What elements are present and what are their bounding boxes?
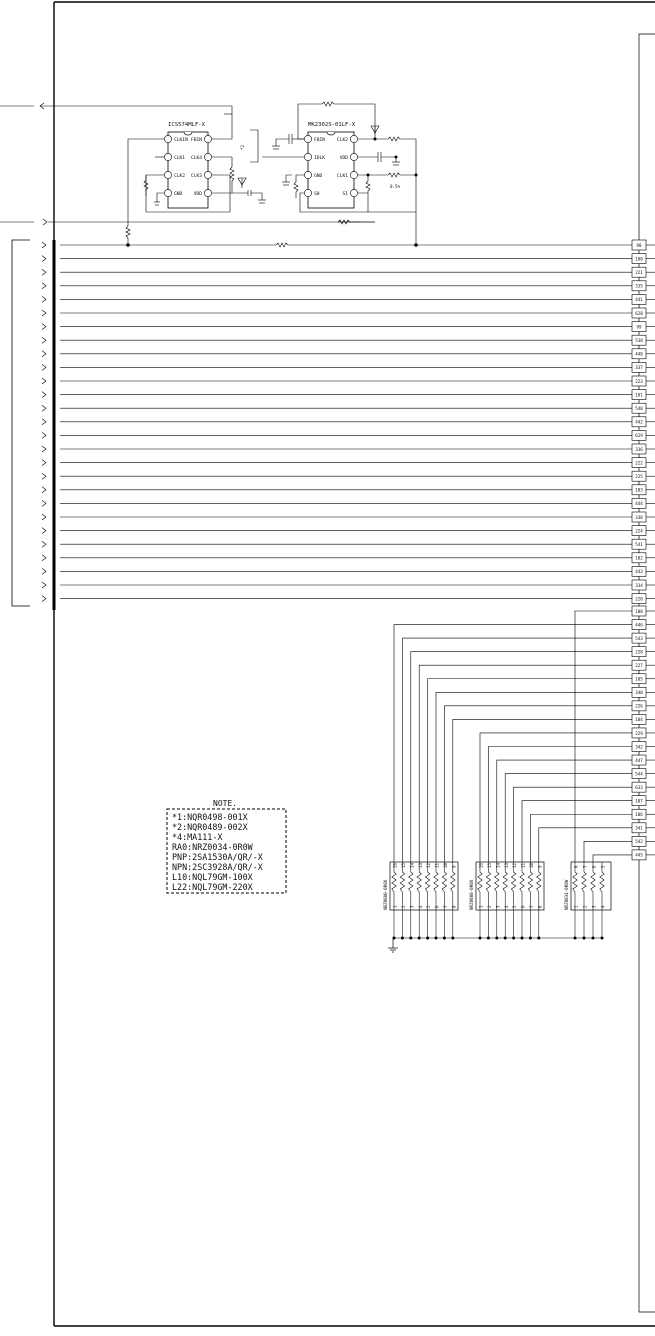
connector-pin-number: 108 <box>635 608 643 614</box>
connector-pin-number: 446 <box>635 622 643 628</box>
connector-pin-number: 447 <box>635 757 643 763</box>
connector-pin-number: 227 <box>635 663 643 668</box>
connector-pin-number: 102 <box>635 555 643 561</box>
connector-pin-number: 444 <box>635 501 643 507</box>
note-line-5: PNP:2SA1530A/QR/-X <box>172 852 263 862</box>
resistor-pin-number: 9 <box>537 865 543 868</box>
ic2-pin-l1: FBIN <box>314 138 326 143</box>
resistor-pin-number: 5 <box>512 905 518 908</box>
resistor-array-part: NRZ0080-0R0X <box>383 879 388 910</box>
connector-pin-number: 538 <box>635 338 643 343</box>
connector-pin-number: 542 <box>635 839 643 845</box>
connector-pin-number: 445 <box>635 852 643 858</box>
resistor-pin-number: 2 <box>487 905 492 908</box>
ic2-pin-r1: CLK2 <box>336 138 348 143</box>
connector-pin-number: 105 <box>635 676 643 682</box>
ic2-pin-l2: IDLK <box>314 156 326 161</box>
resistor-pin-number: 7 <box>529 905 534 908</box>
resistor-pin-number: 2 <box>582 905 588 908</box>
resistor-pin-number: 14 <box>495 862 501 868</box>
connector-pin-number: 338 <box>635 514 643 520</box>
resistor-pin-number: 4 <box>503 905 509 908</box>
note-line-7: L10:NQL79GM-100X <box>172 872 253 882</box>
connector-pin-number: 98 <box>636 242 642 248</box>
ic2-pin-r4: S1 <box>342 192 348 197</box>
connector-pin-number: 341 <box>635 825 643 831</box>
resistor-pin-number: 1 <box>392 905 398 908</box>
connector-pin-number: 335 <box>635 283 643 289</box>
tolerance-label: 0.5% <box>390 184 401 189</box>
resistor-pin-number: 11 <box>520 862 526 868</box>
ic1-pin-r4: VDD <box>193 192 202 197</box>
resistor-pin-number: 3 <box>409 905 415 908</box>
connector-pin-number: 543 <box>635 635 643 641</box>
connector-pin-number: 337 <box>635 365 643 371</box>
resistor-pin-number: 6 <box>520 905 526 908</box>
resistor-array-part: NRZ0034-0R0W <box>564 879 569 910</box>
connector-pin-number: 443 <box>635 569 643 575</box>
connector-pin-number: 100 <box>635 256 643 262</box>
resistor-pin-number: 15 <box>401 862 406 868</box>
connector-pin-number: 107 <box>635 798 643 804</box>
resistor-pin-number: 13 <box>503 862 509 868</box>
ic1-part-name: ICS574MLF-X <box>168 122 206 128</box>
resistor-pin-number: 1 <box>478 905 484 908</box>
ic1-pin-l2: CLK1 <box>174 156 186 161</box>
resistor-pin-number: 12 <box>426 862 432 868</box>
note-line-3: *4:MA111-X <box>172 832 223 842</box>
connector-pin-number: 544 <box>635 771 643 777</box>
connector-pin-number: 441 <box>635 297 643 303</box>
resistor-pin-number: 4 <box>600 905 606 908</box>
ic1-pin-l4: GND <box>174 192 183 197</box>
ic2-pin-r2: VDD <box>339 156 348 161</box>
resistor-pin-number: 15 <box>487 862 492 868</box>
connector-pin-number: 633 <box>635 784 643 790</box>
note-title: NOTE. <box>213 799 238 808</box>
resistor-pin-number: 10 <box>443 862 448 868</box>
connector-pin-number: 629 <box>635 433 643 439</box>
note-line-8: L22:NQL79GM-220X <box>172 882 253 892</box>
connector-pin-number: 220 <box>635 596 643 602</box>
connector-pin-number: 221 <box>635 270 643 275</box>
resistor-pin-number: 11 <box>434 862 440 868</box>
connector-pin-number: 342 <box>635 744 643 750</box>
note-line-6: NPN:2SC3928A/QR/-X <box>172 862 263 872</box>
note-line-1: *1:NQR0498-001X <box>172 812 248 822</box>
resistor-pin-number: 9 <box>451 865 457 868</box>
resistor-pin-number: 7 <box>443 905 448 908</box>
connector-pin-number: 442 <box>635 419 643 425</box>
connector-pin-number: 222 <box>635 460 643 466</box>
resistor-pin-number: 16 <box>392 862 398 868</box>
resistor-pin-number: 10 <box>529 862 534 868</box>
resistor-pin-number: 13 <box>417 862 423 868</box>
connector-pin-number: 103 <box>635 487 643 493</box>
connector-pin-number: 229 <box>635 730 643 736</box>
ic2-pin-l3: GND <box>314 174 323 179</box>
connector-pin-number: 336 <box>635 446 643 452</box>
note-line-4: RA0:NRZ0034-0R0W <box>172 842 253 852</box>
resistor-pin-number: 8 <box>537 905 543 908</box>
ic1-pin-l3: CLK2 <box>174 174 186 179</box>
resistor-pin-number: 8 <box>451 905 457 908</box>
connector-pin-number: 226 <box>635 703 643 709</box>
ic1-pin-r3: CLK3 <box>190 174 202 179</box>
connector-pin-number: 225 <box>635 474 643 479</box>
resistor-pin-number: 5 <box>426 905 432 908</box>
connector-pin-number: 628 <box>635 310 643 316</box>
connector-pin-number: 224 <box>635 528 643 534</box>
resistor-pin-number: 16 <box>478 862 484 868</box>
resistor-pin-number: 3 <box>591 905 597 908</box>
resistor-pin-number: 6 <box>434 905 440 908</box>
connector-pin-number: 101 <box>635 392 643 398</box>
resistor-pin-number: 14 <box>409 862 415 868</box>
ic2-pin-r3: CLK1 <box>336 174 348 179</box>
resistor-pin-number: 1 <box>573 905 579 908</box>
resistor-pin-number: 6 <box>591 865 597 868</box>
connector-pin-number: 334 <box>635 582 643 588</box>
ic2-pin-l4: S0 <box>314 192 320 197</box>
connector-pin-number: 540 <box>635 406 643 411</box>
connector-pin-number: 541 <box>635 542 643 547</box>
connector-pin-number: 440 <box>635 351 643 357</box>
connector-pin-number: 340 <box>635 690 643 696</box>
resistor-pin-number: 7 <box>582 865 588 868</box>
ic1-pin-r1: FBIN <box>190 138 202 143</box>
note-line-2: *2:NQR0489-002X <box>172 822 248 832</box>
resistor-pin-number: 8 <box>573 865 579 868</box>
connector-pin-number: 99 <box>636 324 642 330</box>
resistor-pin-number: 5 <box>600 865 606 868</box>
connector-pin-number: 104 <box>635 717 643 723</box>
ic1-pin-r2: CLK4 <box>190 156 202 161</box>
resistor-pin-number: 2 <box>401 905 406 908</box>
resistor-pin-number: 4 <box>417 905 423 908</box>
resistor-pin-number: 12 <box>512 862 518 868</box>
connector-pin-number: 106 <box>635 812 643 818</box>
ic1-annotation: *2 <box>240 144 245 150</box>
connector-pin-number: 228 <box>635 649 643 655</box>
ic2-part-name: MK2302S-01LF-X <box>308 122 356 128</box>
resistor-array-part: NRZ0080-0R0X <box>469 879 474 910</box>
resistor-pin-number: 3 <box>495 905 501 908</box>
connector-pin-number: 223 <box>635 378 643 384</box>
ic1-pin-l1: CLKIN <box>174 138 188 143</box>
